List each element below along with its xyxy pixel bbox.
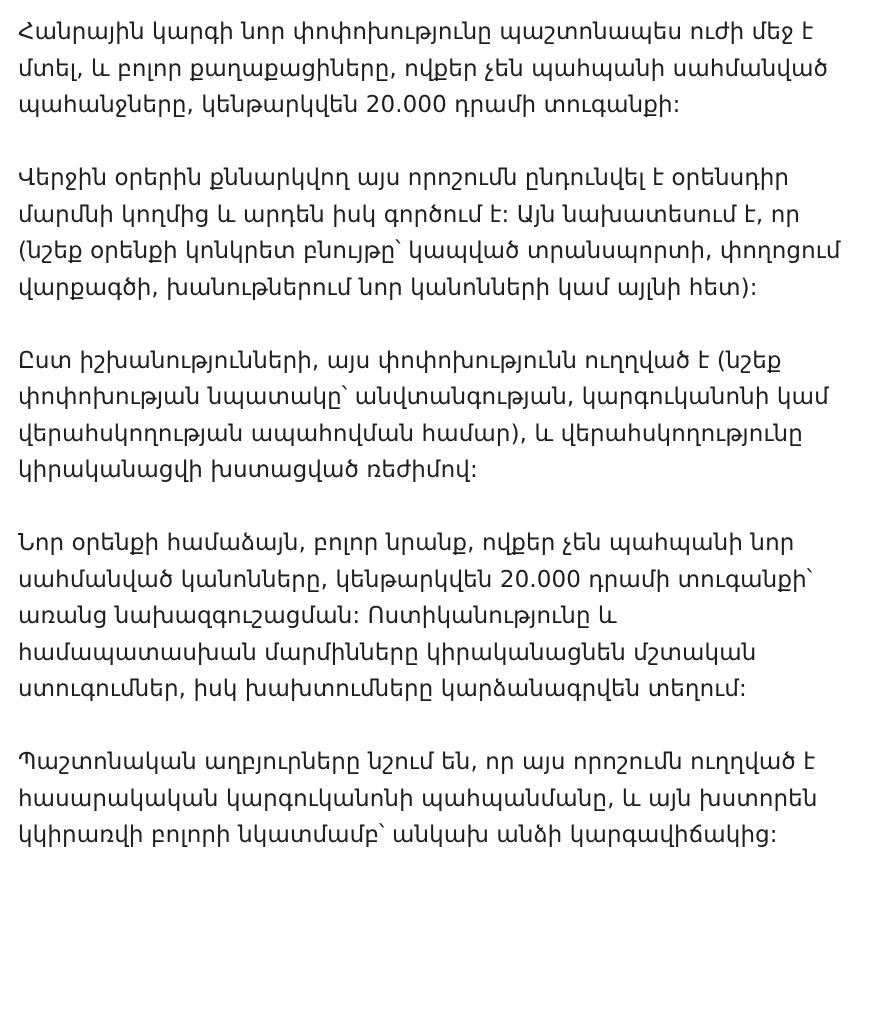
text-line: առանց նախազգուշացման: Ոստիկանությունը և xyxy=(18,603,617,629)
paragraph-3 xyxy=(18,343,880,489)
text-line: Վերջին օրերին քննարկվող այս որոշումն ընդունվել է օրենսդիր xyxy=(18,165,790,191)
text-line: (նշեք օրենքի կոնկրետ բնույթը՝ կապված տրանսպորտի, փողոցում xyxy=(18,238,841,264)
text-line: սահմանված կանոնները, կենթարկվեն 20.000 դրամի տուգանքի՝ xyxy=(18,566,813,593)
text-line: Ըստ իշխանությունների, այս փոփոխությունն ուղղված է (նշեք xyxy=(18,347,782,374)
text-line: կկիրառվի բոլորի նկատմամբ՝ անկախ անձի կարգավիճակից: xyxy=(18,822,778,848)
text-line: հասարակական կարգուկանոնի պահպանմանը, և այն խստորեն xyxy=(18,785,818,812)
text-line: կիրականացվի խստացված ռեժիմով: xyxy=(18,457,478,483)
text-line: վարքագծի, խանութներում նոր կանոնների կամ այլնի հետ): xyxy=(18,274,758,301)
text-line: մտել, և բոլոր քաղաքացիները, ովքեր չեն պահպանի սահմանված xyxy=(18,55,828,82)
paragraph-5 xyxy=(18,744,880,854)
paragraph-4 xyxy=(18,525,880,708)
text-line: Պաշտոնական աղբյուրները նշում են, որ այս որոշումն ուղղված է xyxy=(18,749,816,775)
text-line: համապատասխան մարմինները կիրականացնեն մշտական xyxy=(18,639,757,666)
text-line: մարմնի կողմից և արդեն իսկ գործում է: Այն նախատեսում է, որ xyxy=(18,201,801,228)
paragraph-2 xyxy=(18,160,880,306)
text-line: փոփոխության նպատակը՝ անվտանգության, կարգուկանոնի կամ xyxy=(18,384,829,410)
text-line: ստուգումներ, իսկ խախտումները կարձանագրվեն տեղում: xyxy=(18,676,747,702)
paragraph-1 xyxy=(18,14,880,124)
article-body xyxy=(18,14,880,890)
text-line: վերահսկողության ապահովման համար), և վերահսկողությունը xyxy=(18,420,803,447)
text-line: Հանրային կարգի նոր փոփոխությունը պաշտոնապես ուժի մեջ է xyxy=(18,19,814,45)
text-line: Նոր օրենքի համաձայն, բոլոր նրանք, ովքեր չեն պահպանի նոր xyxy=(18,530,795,556)
text-line: պահանջները, կենթարկվեն 20.000 դրամի տուգանքի: xyxy=(18,92,681,118)
